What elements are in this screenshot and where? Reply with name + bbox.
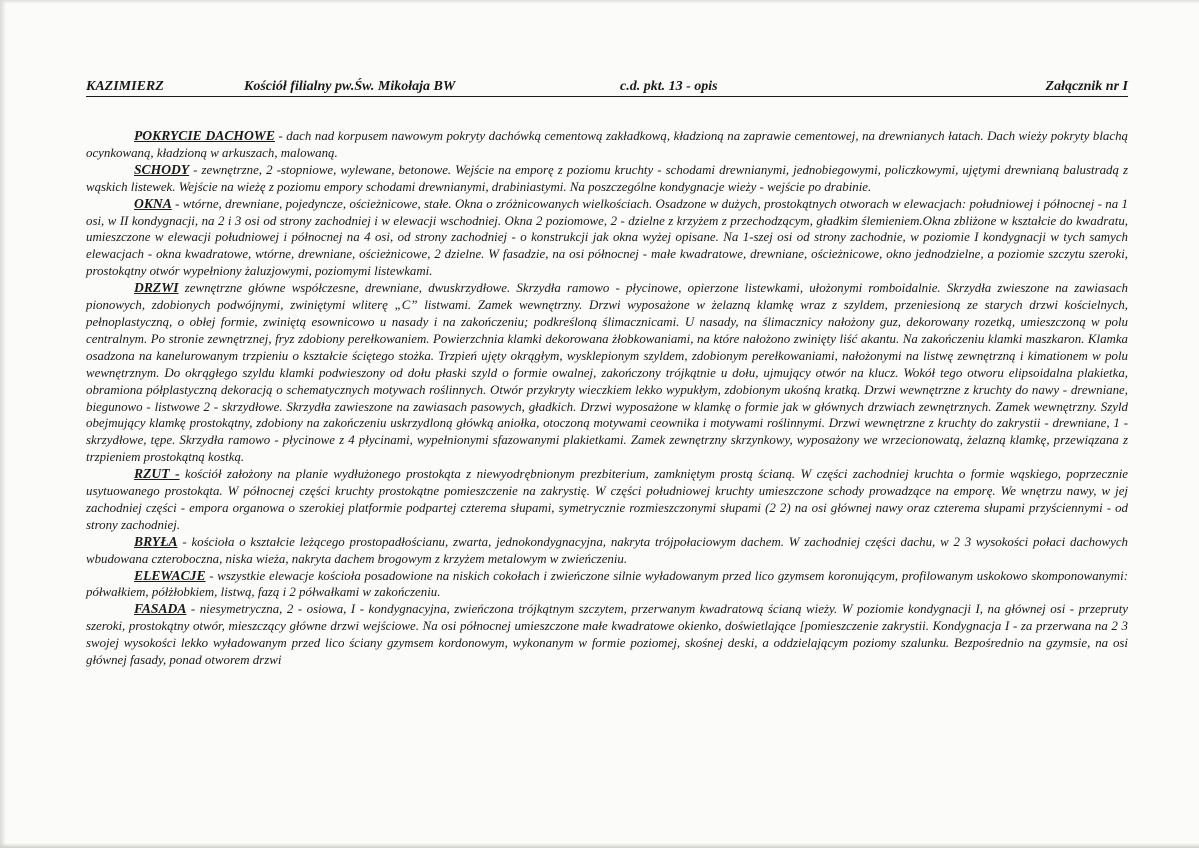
section-text: - niesymetryczna, 2 - osiowa, I - kondygnacyjna, zwieńczona trójkątnym szczytem, przerwanym kwadratową ścianą wieży. W poziomie kondygnacji I, na głównej osi - przepruty szeroki, prostokątny otwór, mieszczący główne drzwi wejściowe. Na osi północnej umieszczone małe kwadratowe okienko, doświetlające [pomieszczenie zakrystii. Kondygnacja I - za przerwana na 2 3 swojej wysokości lekko wyładowanym przed lico ściany gzymsem kordonowym, wykonanym w formie poziomej, skośnej deski, a oddzielającym poziomy szalunku. Bezpośrednio na gzymsie, na osi głównej fasady, ponad otworem drzwi bbox=[86, 602, 1128, 668]
header-annex: Załącznik nr I bbox=[1045, 79, 1128, 94]
section-text: - dach nad korpusem nawowym pokryty dachówką cementową zakładkową, kładzioną na zaprawie cementowej, na drewnianych łatach. Dach wieży pokryty blachą ocynkowaną, kładzioną w arkuszach, malowaną. bbox=[86, 129, 1128, 160]
section-windows bbox=[86, 196, 1128, 281]
section-facade bbox=[86, 601, 1128, 669]
scan-left-edge bbox=[0, 0, 6, 848]
section-text: - kościoła o kształcie leżącego prostopadłościanu, zwarta, jednokondygnacyjna, nakryta trójpołaciowym dachem. W zachodniej części dachu, w 2 3 wysokości połaci dachowych wbudowana czteroboczna, niska wieża, nakryta dachem brogowym z krzyżem metalowym w zwieńczeniu. bbox=[86, 534, 1128, 566]
header-church-name: Kościół filialny pw.Św. Mikołaja BW bbox=[244, 79, 456, 94]
section-mass bbox=[86, 534, 1128, 568]
section-title: POKRYCIE DACHOWE bbox=[134, 128, 275, 143]
header-place: KAZIMIERZ bbox=[86, 79, 164, 94]
section-text: - wszystkie elewacje kościoła posadowione na niskich cokołach i zwieńczone silnie wyładowanym przed lico gzymsem koronującym, profilowanym uskokowo skomponowanymi: półwałkiem, półżłobkiem, listwą, fazą i 2 półwałkami w zakończeniu. bbox=[86, 568, 1128, 600]
document-header bbox=[86, 79, 1128, 97]
section-doors bbox=[86, 280, 1128, 466]
section-text: - wtórne, drewniane, pojedyncze, ościeżnicowe, stałe. Okna o zróżnicowanych wielkościach. Osadzone w dużych, prostokątnych otworach w elewacjach: południowej i północnej - na 1 osi, w II kondygnacji, na 2 i 3 osi od strony zachodniej i w elewacji wschodniej. Okna 2 poziomowe, 2 - dzielne z krzyżem z przechodzącym, gładkim ślemieniem.Okna zbliżone w kształcie do kwadratu, umieszczone w elewacji południowej i północnej na 4 osi, od strony zachodniej - o konstrukcji jak okna wyżej opisane. Na 1-szej osi od strony zachodnie, w poziomie I kondygnacji w tych samych elewacjach - okna kwadratowe, wtórne, drewniane, ościeżnicowe, 2 dzielne. W fasadzie, na osi północnej - małe kwadratowe, drewniane, ościeżnicowe, okno jednodzielne, a poziomie szczytu szeroki, prostokątny otwór wypełniony żaluzjowymi, poziomymi listewkami. bbox=[86, 196, 1128, 279]
section-elevations bbox=[86, 568, 1128, 602]
header-reference: c.d. pkt. 13 - opis bbox=[620, 79, 718, 94]
section-title: FASADA bbox=[134, 601, 187, 617]
section-title: RZUT - bbox=[134, 466, 180, 482]
scan-top-edge bbox=[0, 0, 1199, 4]
section-text: zewnętrzne główne współczesne, drewniane, dwuskrzydłowe. Skrzydła ramowo - płycinowe, opierzone listewkami, ułożonymi romboidalnie. Skrzydła zwieszone na zawiasach pionowych, zdobionych podwójnymi, zwiniętymi wliterę „C” listwami. Zamek wewnętrzny. Drzwi wyposażone w żelazną klamkę wraz z szyldem, przeniesioną ze starych drzwi kościelnych, pełnoplastyczną, o obłej formie, zwiniętą esownicowo u nasady i na zakończeniu; podkreśloną ślimacznicami. U nasady, na ślimacznicy nałożony guz, dekorowany rozetką, umieszczoną w polu centralnym. Po stronie zewnętrznej, fryz zdobiony perełkowaniem. Powierzchnia klamki dekorowana żłobkowaniami, na które nałożono zwinięty liść akantu. Na zakończeniu klamki maszkaron. Klamka osadzona na kanelurowanym trzpieniu o kształcie ściętego stożka. Trzpień ujęty okrągłym, wysklepionym szyldem, zdobionym perełkowaniami, nałożonymi na listwę zewnętrzną i kimationem w polu wewnętrznym. Do okrągłego szyldu klamki podwieszony od dołu płaski szyld o formie owalnej, zakończony trójkątnie u dołu, ujmujący otwór na klucz. Wokół tego otworu elipsoidalna plakietka, obramiona półplastyczną dekoracją o schematycznych motywach roślinnych. Otwór przykryty wieczkiem lekko wypukłym, zdobionym ukośną kratką. Drzwi wewnętrzne z kruchty do nawy - drewniane, biegunowo - listwowe 2 - skrzydłowe. Skrzydła zawieszone na zawiasach pasowych, gładkich. Drzwi wyposażone w klamkę o formie jak w głównych drzwiach zewnętrznych. Zamek wewnętrzny. Szyld obejmujący klamkę prostokątny, zdobiony na zakończeniu uskrzydloną główką aniołka, otoczoną motywami ceownika i motywami roślinnymi. Drzwi wewnętrzne z kruchty do zakrystii - drewniane, 1 - skrzydłowe, tępe. Skrzydła ramowo - płycinowe z 4 płycinami, wypełnionymi sfazowanymi plakietkami. Zamek zewnętrzny skrzynkowy, wyposażony we wrzecionowatą, żelazną klamkę, przewiązana z trzpieniem prostokątną kostką. bbox=[86, 281, 1128, 465]
section-roof bbox=[86, 128, 1128, 162]
section-title: SCHODY bbox=[134, 161, 190, 177]
document-body bbox=[86, 128, 1128, 669]
section-stairs bbox=[86, 162, 1128, 196]
section-plan bbox=[86, 466, 1128, 534]
section-title: BRYŁA bbox=[134, 533, 178, 549]
section-title: OKNA bbox=[134, 195, 172, 211]
section-title: DRZWI bbox=[134, 280, 179, 296]
scan-bottom-edge bbox=[0, 843, 1199, 848]
section-text: kościół założony na planie wydłużonego prostokąta z niewyodrębnionym prezbiterium, zamkniętym prostą ścianą. W części zachodniej kruchta o formie wąskiego, poprzecznie usytuowanego prostokąta. W północnej części kruchty prostokątne pomieszczenie na zakrystię. W części południowej kruchty umieszczone schody prowadzące na emporę. We wnętrzu nawy, w jej zachodniej części - empora organowa o szerokiej platformie podpartej czterema słupami, symetrycznie rozmieszczonymi słupami (2 2) na osi głównej nawy oraz czterema słupami przyściennymi - od strony zachodniej. bbox=[86, 467, 1128, 532]
section-text: - zewnętrzne, 2 -stopniowe, wylewane, betonowe. Wejście na emporę z poziomu kruchty - schodami drewnianymi, jednobiegowymi, policzkowymi, ujętymi drewnianą balustradą z wąskich listewek. Wejście na wieżę z poziomu empory schodami drewnianymi, drabiniastymi. Na poszczególne kondygnacje wieży - wejście po drabinie. bbox=[86, 162, 1128, 194]
section-title: ELEWACJE bbox=[134, 567, 206, 583]
